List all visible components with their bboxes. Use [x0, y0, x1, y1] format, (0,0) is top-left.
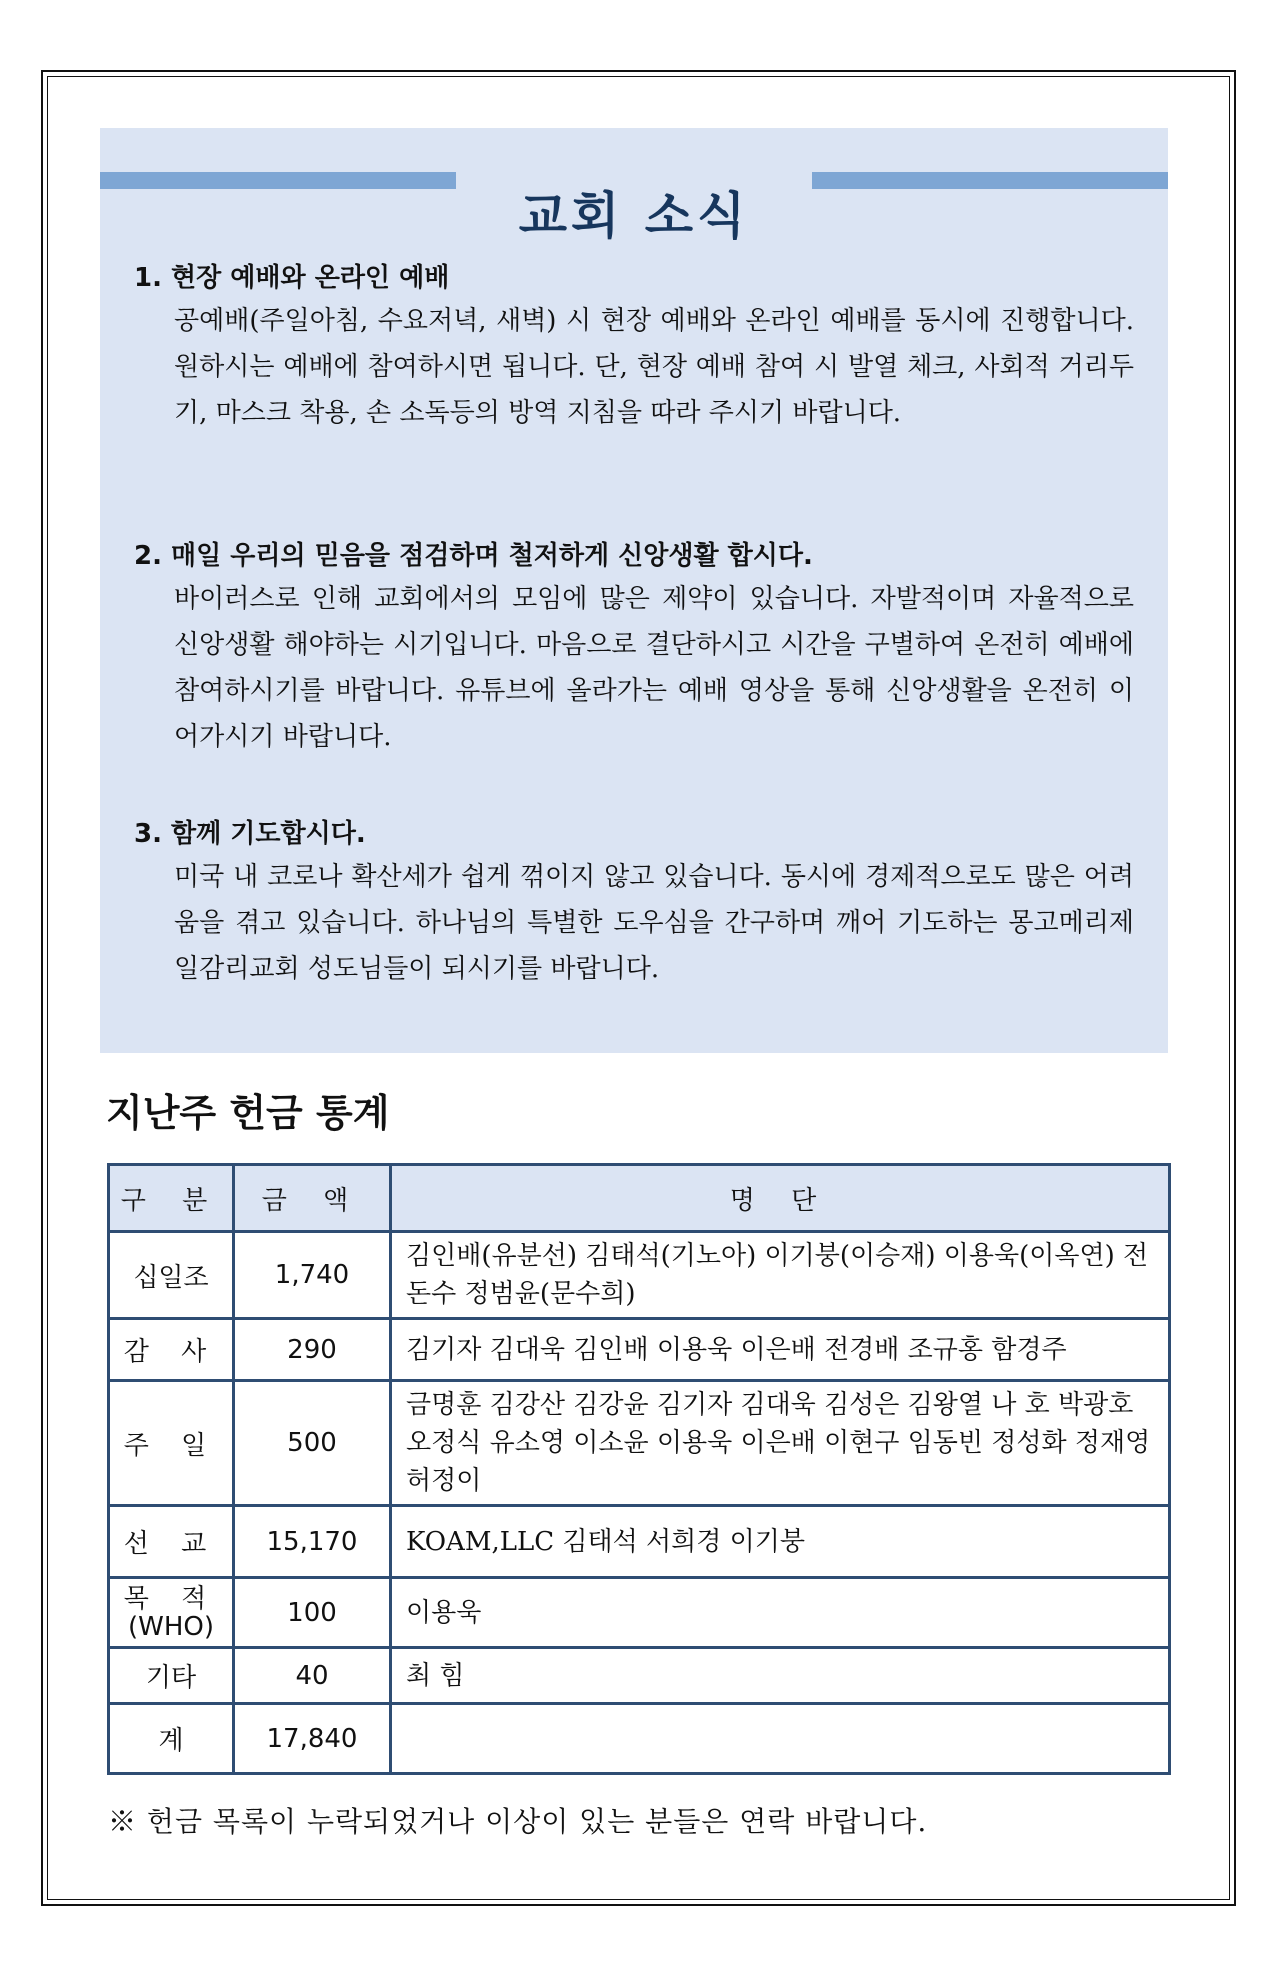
row-category: 기타	[109, 1648, 234, 1704]
row-names: 최 힘	[391, 1648, 1170, 1704]
row-names: 김기자 김대욱 김인배 이용욱 이은배 전경배 조규홍 함경주	[391, 1319, 1170, 1381]
total-amount: 17,840	[234, 1704, 391, 1774]
news-item	[134, 258, 1134, 436]
row-amount: 40	[234, 1648, 391, 1704]
table-total-row	[109, 1704, 1170, 1774]
table-row	[109, 1319, 1170, 1381]
offering-footnote: ※ 헌금 목록이 누락되었거나 이상이 있는 분들은 연락 바랍니다.	[108, 1805, 928, 1838]
table-row	[109, 1648, 1170, 1704]
news-item-body: 공예배(주일아침, 수요저녁, 새벽) 시 현장 예배와 온라인 예배를 동시에 진행합니다. 원하시는 예배에 참여하시면 됩니다. 단, 현장 예배 참여 시 발열 체크, 사회적 거리두기, 마스크 착용, 손 소독등의 방역 지침을 따라 주시기 바랍니다.	[174, 306, 1134, 428]
row-amount: 100	[234, 1578, 391, 1648]
row-amount: 290	[234, 1319, 391, 1381]
table-row	[109, 1506, 1170, 1578]
news-item-heading: 3. 함께 기도합시다.	[134, 819, 366, 849]
header-amount: 금 액	[234, 1165, 391, 1232]
total-names	[391, 1704, 1170, 1774]
table-row	[109, 1381, 1170, 1506]
table-header-row	[109, 1165, 1170, 1232]
offering-table	[107, 1163, 1171, 1775]
row-amount: 15,170	[234, 1506, 391, 1578]
row-names: 이용욱	[391, 1578, 1170, 1648]
news-item-body: 미국 내 코로나 확산세가 쉽게 꺾이지 않고 있습니다. 동시에 경제적으로도 많은 어려움을 겪고 있습니다. 하나님의 특별한 도우심을 간구하며 깨어 기도하는 몽고메리제일감리교회 성도님들이 되시기를 바랍니다.	[174, 862, 1134, 984]
header-category: 구 분	[109, 1165, 234, 1232]
news-item	[134, 814, 1134, 992]
row-category: 선 교	[109, 1506, 234, 1578]
total-label: 계	[109, 1704, 234, 1774]
news-item	[134, 536, 1134, 760]
row-names: 김인배(유분선) 김태석(기노아) 이기붕(이승재) 이용욱(이옥연) 전돈수 정범윤(문수희)	[391, 1232, 1170, 1319]
church-news-section	[100, 128, 1168, 1053]
row-category	[109, 1578, 234, 1648]
row-category: 십일조	[109, 1232, 234, 1319]
table-row	[109, 1232, 1170, 1319]
offering-statistics-title: 지난주 헌금 통계	[106, 1091, 390, 1135]
row-amount: 500	[234, 1381, 391, 1506]
title-decoration-left	[100, 172, 456, 189]
header-names: 명 단	[391, 1165, 1170, 1232]
row-names: KOAM,LLC 김태석 서희경 이기붕	[391, 1506, 1170, 1578]
row-category-sub: (WHO)	[127, 1611, 214, 1642]
news-item-heading: 2. 매일 우리의 믿음을 점검하며 철저하게 신앙생활 합시다.	[134, 541, 813, 571]
row-category-label: 목 적	[123, 1583, 219, 1614]
title-decoration-right	[812, 172, 1168, 189]
news-title: 교회 소식	[518, 186, 750, 245]
news-item-body: 바이러스로 인해 교회에서의 모임에 많은 제약이 있습니다. 자발적이며 자율적으로 신앙생활 해야하는 시기입니다. 마음으로 결단하시고 시간을 구별하여 온전히 예배에 참여하시기를 바랍니다. 유튜브에 올라가는 예배 영상을 통해 신앙생활을 온전히 이어가시기 바랍니다.	[174, 584, 1134, 752]
news-item-heading: 1. 현장 예배와 온라인 예배	[134, 263, 450, 293]
row-amount: 1,740	[234, 1232, 391, 1319]
table-row	[109, 1578, 1170, 1648]
row-category: 주 일	[109, 1381, 234, 1506]
row-category: 감 사	[109, 1319, 234, 1381]
row-names: 금명훈 김강산 김강윤 김기자 김대욱 김성은 김왕열 나 호 박광호 오정식 유소영 이소윤 이용욱 이은배 이현구 임동빈 정성화 정재영 허정이	[391, 1381, 1170, 1506]
